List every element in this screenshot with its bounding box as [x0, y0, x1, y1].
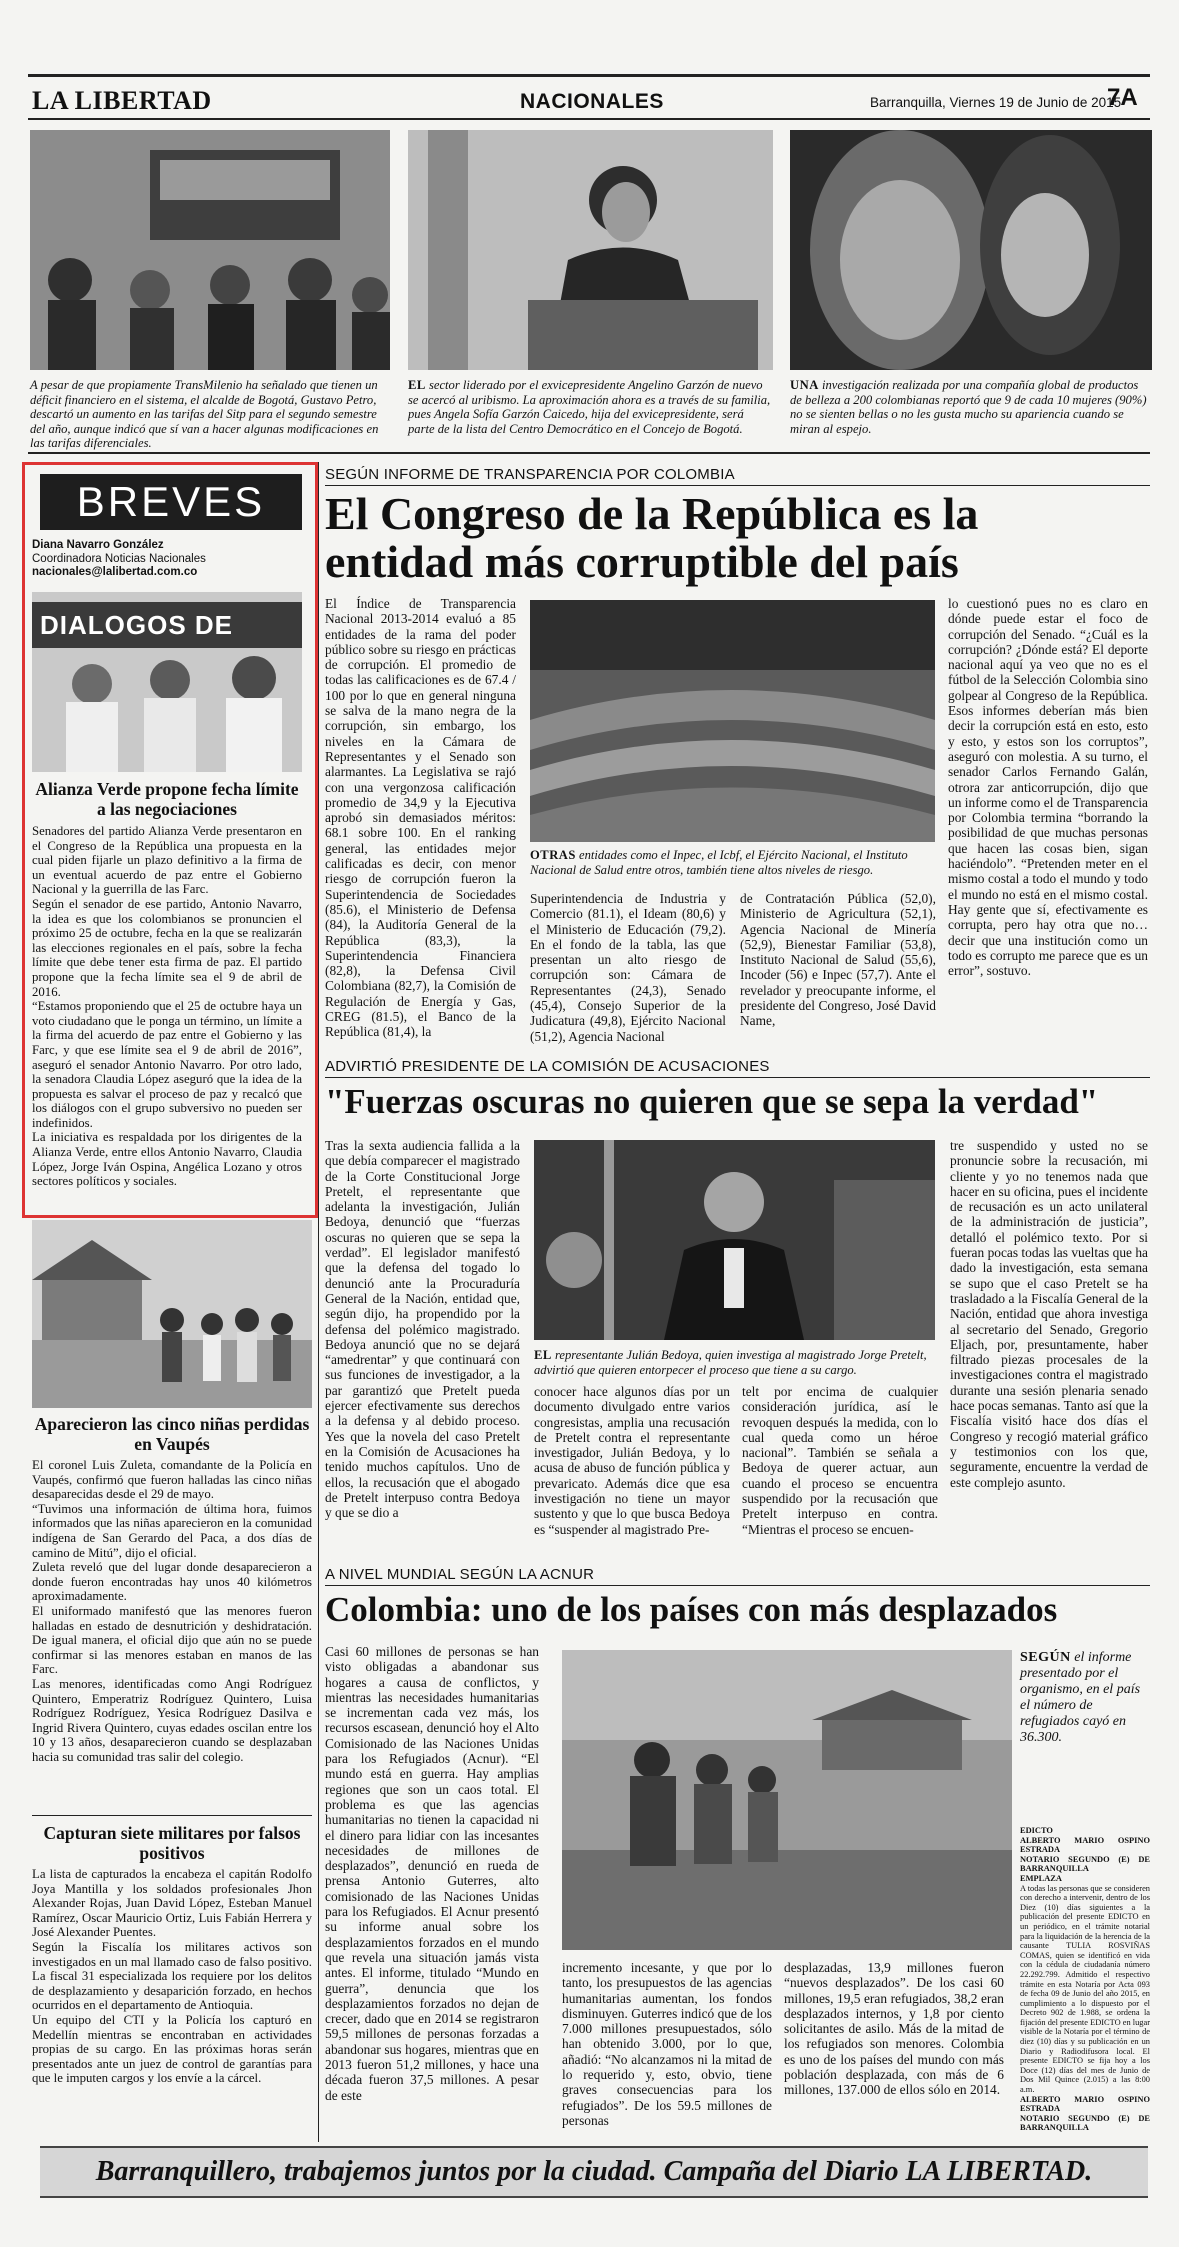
edicto-line: NOTARIO SEGUNDO (E) DE BARRANQUILLA — [1020, 1854, 1150, 1874]
breves-title-bar — [40, 474, 302, 530]
article1-col4: lo cuestionó pues no es claro en dónde puede estar el foco de corrupción del Senado. “¿Cuál es la corrupción? ¿Dónde está? El deporte nacional aquí ya veo que no es el fútbol de la Selección Colombia sino golpear al Congreso de la República. Esos informes deberían más bien decir la corrupción está en esto, esto y esto, y estos son los corruptos”, aseguró con molestia. A su turno, el senador Carlos Fernando Galán, otrora zar anticorrupción, dijo que un informe como el de Transparencia por Colombia termina “borrando la posibilidad de que muchas personas que hacen las cosas bien, sigan haciéndolo”. “Pretenden meter en el mismo costal a todo el mundo y todo el mundo no está en el mismo costal. Hay gente que sí, efectivamente es corrupta, pero hay otra que no…decir que una institución como un todo es corrupto me parece que es un error”, sostuvo. — [948, 596, 1148, 979]
page-number: 7A — [1107, 84, 1138, 111]
section-name: NACIONALES — [520, 90, 664, 113]
editor-role: Coordinadora Noticias Nacionales — [32, 552, 206, 565]
top-rule — [28, 74, 1150, 77]
headline-line: entidad más corruptible del país — [325, 536, 959, 587]
article3-kicker: A NIVEL MUNDIAL SEGÚN LA ACNUR — [325, 1566, 1150, 1586]
paragraph: La iniciativa es respaldada por los dirigentes de la Alianza Verde, entre ellos Antonio Navarro, Claudia López, Jorge Iván Ospina, Angélica Lozano y otros sectores políticos y sociales. — [32, 1130, 302, 1189]
caption-body: el informe presentado por el organismo, en el país el número de refugiados cayó en 36.300. — [1020, 1650, 1141, 1745]
article2-col3: telt por encima de cualquier consideración jurídica, así le revoquen después la medida, con lo cual queda como un héroe nacional”. También se señala a Bedoya de querer actuar, aun cuando el proceso se encuentra suspendido por la recusación que Pretelt interpuso en contra. “Mientras el proceso se encuen- — [742, 1384, 938, 1537]
paragraph: “Tuvimos una información de última hora, fuimos informados que las niñas aparecieron en la comunidad indígena de San Gerardo del Paca, a dos días de camino de Mitú”, dijo el oficial. — [32, 1501, 312, 1560]
article1-col2: Superintendencia de Industria y Comercio (81.1), el Ideam (80,6) y el Ministerio de Educación (79,2). En el fondo de la tabla, las que presentan un alto riesgo de corrupción son: Cámara de Representantes (24,3), Senado (45,4), Consejo Superior de la Judicatura (49,8), Ejército Nacional (51,2), Agencia Nacional — [530, 891, 726, 1044]
edicto-line: ALBERTO MARIO OSPINO ESTRADA — [1020, 1835, 1150, 1855]
caption-body: sector liderado por el exvicepresidente Angelino Garzón de nuevo se acercó al uribismo. La aproximación ahora es a través de su familia, pues Angela Sofía Garzón Caicedo, hija del exvicepresidente, será parte de la lista del Centro Democrático en el Concejo de Bogotá. — [408, 378, 771, 436]
paragraph: Según el senador de ese partido, Antonio Navarro, la idea es que los colombianos se pronuncien el próximo 25 de octubre, fecha en la que se realizarán las elecciones regionales en el país, sobre la fecha límite que debe tener esta firma de paz. El partido propone que la fecha límite sea el 9 de abril de 2016. — [32, 896, 302, 999]
caption-lead: UNA — [790, 378, 819, 392]
paper-name: LA LIBERTAD — [32, 86, 212, 115]
photos-rule — [28, 452, 1150, 454]
edicto-line: EMPLAZA — [1020, 1873, 1062, 1883]
paragraph: Senadores del partido Alianza Verde presentaron en el Congreso de la República una propuesta en la cual piden fijarle un plazo definitivo a la firma de un eventual acuerdo de paz entre el Gobierno Nacional y la guerrilla de las Farc. — [32, 824, 302, 897]
breves-divider — [32, 1815, 312, 1816]
bedoya-caption — [534, 1348, 939, 1377]
article2-col1: Tras la sexta audiencia fallida a la que debía comparecer el magistrado de la Corte Constitucional Jorge Pretelt, el representante que adelanta la investigación, Julián Bedoya, denunció que “fuerzas oscuras no quieren que se sepa la verdad”. El legislador manifestó que la defensa del togado lo denunció ante la Procuraduría General de la Nación, entidad que, según dijo, ha propendido por la defensa del polémico magistrado. Bedoya anunció que no se dejará “amedrentar” y que continuará con sus funciones de investigador, a la par garantizó que Pretelt pueda ejercer efectivamente sus derechos a la defensa y al debido proceso. Yes que la novela del caso Pretelt en la Comisión de Acusaciones ha tenido muchos capítulos. Uno de ellos, la recusación que el abogado de Pretelt interpuso contra Bedoya y que se dio a — [325, 1138, 520, 1521]
article3-col1: Casi 60 millones de personas se han visto obligadas a abandonar sus hogares a causa de conflictos, y mientras las necesidades humanitarias se incrementan cada vez más, los recursos escasean, denunció hoy el Alto Comisionado de las Naciones Unidas para los Refugiados (Acnur). “El mundo está en guerra. Hay amplias regiones que son un caos total. El problema es que las agencias humanitarias no tienen la capacidad ni el dinero para lidiar con las incesantes necesidades de millones de desplazados”, denunció en rueda de prensa Antonio Guterres, alto comisionado de las Naciones Unidas para los Refugiados. El Acnur presentó su informe anual sobre los desplazamientos forzados en el mundo que revela una situación jamás vista antes. El informe, titulado “Mundo en guerra”, denuncia que los desplazamientos forzados no dejan de crecer, dado que en 2014 se registraron 59,5 millones de personas forzadas a abandonar sus hogares, mientras que en 2013 fueron 51,2 millones, y hace una década fueron 37,5 millones. A pesar de este — [325, 1644, 539, 2103]
photo-espejo — [790, 130, 1152, 370]
article1-headline — [325, 490, 1150, 586]
breves-headline-2: Aparecieron las cinco niñas perdidas en Vaupés — [34, 1414, 310, 1454]
article1-col1: El Índice de Transparencia Nacional 2013-2014 evaluó a 85 entidades de la rama del poder público sobre su riesgo en prácticas de corrupción. El promedio de todas las calificaciones es de 67.4 / 100 por lo que en general ninguna se salva de la mano negra de la corrupción, sin embargo, los niveles en la Cámara de Representantes y el Senado son alarmantes. La Legislativa se rajó con una vergonzosa calificación promedio de 34,9 y la Ejecutiva aprobó sin demasiados méritos: 68.1 sobre 100. En el ranking general, las entidades mejor calificadas es decir, con menor riesgo de corrupción fueron la Superintendencia de Sociedades (85.6), el Ministerio de Defensa (84), la Auditoría General de la República (83,3), la Superintendencia Financiera (82,8), la Defensa Civil Colombiana (82,7), la Comisión de Regulación de Energía y Gas, CREG (81.5), el Banco de la República (81,4), la — [325, 596, 516, 1040]
article3-col2: incremento incesante, y que por lo tanto, los presupuestos de las agencias humanitarias aumentan, los fondos disminuyen. Guterres indicó que de los 7.000 millones presupuestados, sólo han obtenido 3.000, por lo que, añadió: “No alcanzamos ni la mitad de lo requerido y, esto, obvio, tiene graves consecuencias para los refugiados”. De los 59.5 millones de personas — [562, 1960, 772, 2128]
edicto-sign: ALBERTO MARIO OSPINO ESTRADA — [1020, 2094, 1150, 2114]
article3-headline: Colombia: uno de los países con más desplazados — [325, 1590, 1058, 1629]
photo-desplazados — [562, 1650, 1012, 1950]
caption-body: investigación realizada por una compañía global de productos de belleza a 200 colombianas reportó que 9 de cada 10 mujeres (90%) no se sienten bellas o no les gusta mucho su apariencia cuando se miran al espejo. — [790, 378, 1147, 436]
breves-editor — [32, 539, 302, 580]
photo-congreso — [530, 600, 935, 842]
paragraph: El uniformado manifestó que las menores fueron halladas en estado de desnutrición y deshidratación. De igual manera, el oficial dijo que aún no se puede confirmar si las menores estaban en manos de las Farc. — [32, 1603, 312, 1677]
breves-body-3 — [32, 1867, 312, 2086]
caption-espejo — [790, 378, 1152, 436]
headline-line: El Congreso de la República es la — [325, 488, 979, 539]
caption-lead: EL — [408, 378, 426, 392]
photo-bedoya — [534, 1140, 935, 1340]
photo-ninas-vaupes — [32, 1220, 312, 1408]
column-rule — [318, 462, 319, 2142]
photo-transmilenio — [30, 130, 390, 370]
caption-lead: OTRAS — [530, 848, 576, 862]
photo-garzon — [408, 130, 773, 370]
edicto-body: A todas las personas que se consideren con derecho a intervenir, dentro de los Diez (10) días siguientes a la publicación del presente EDICTO en un periódico, en el trámite notarial para la liquidación de la herencia de la causante TULIA ROSVIÑAS COMAS, quien se identificó en vida con la cédula de ciudadanía número 22.292.799. Admitido el respectivo trámite en esta Notaría por Acta 093 de fecha 09 de Junio del año 2015, en cumplimiento a lo dispuesto por el Decreto 902 de 1.988, se ordena la fijación del presente EDICTO en lugar visible de la Notaría por el término de diez (10) días y su publicación en un Diario y Radiodifusora local. El presente EDICTO se fija hoy a los Doce (12) días del mes de Junio de Dos Mil Quince (2.015) a las 8:00 a.m. — [1020, 1883, 1150, 2095]
editor-email: nacionales@lalibertad.com.co — [32, 566, 198, 578]
breves-title: BREVES — [76, 478, 266, 525]
caption-lead: SEGÚN — [1020, 1650, 1071, 1665]
caption-body: entidades como el Inpec, el Icbf, el Ejército Nacional, el Instituto Nacional de Salud entre otros, también tiene altos niveles de riesgo. — [530, 848, 908, 877]
paragraph: El coronel Luis Zuleta, comandante de la Policía en Vaupés, confirmó que fueron halladas las cinco niñas desaparecidas desde el 29 de mayo. — [32, 1458, 312, 1502]
edicto-notice — [1020, 1826, 1150, 2133]
paragraph: Zuleta reveló que del lugar donde desaparecieron a donde fueron encontradas hay unos 40 kilómetros aproximadamente. — [32, 1560, 312, 1604]
breves-headline-3: Capturan siete militares por falsos positivos — [43, 1823, 301, 1863]
footer-banner — [40, 2146, 1148, 2198]
article1-col3: de Contratación Pública (52,0), Ministerio de Agricultura (52,1), Agencia Nacional de Minería (52,9), Bienestar Familiar (53,8), Instituto Nacional de Salud (55,6), Incoder (56) e Inpec (57,7). Ante el revelador y preocupante informe, el presidente del Congreso, José David Name, — [740, 891, 936, 1029]
photo-banner-text: DIALOGOS DE — [40, 610, 234, 640]
footer-banner-text: Barranquillero, trabajemos juntos por la ciudad. Campaña del Diario LA LIBERTAD. — [95, 2156, 1093, 2187]
editor-name: Diana Navarro González — [32, 539, 164, 551]
edicto-heading: EDICTO — [1020, 1826, 1053, 1835]
paragraph: La lista de capturados la encabeza el capitán Rodolfo Joya Mantilla y los soldados profesionales Jhon Alexander Rojas, Juan David López, Esteban Manuel Ramírez, Oscar Mauricio Ortiz, Luis Fabián Herrera y José Alexander Puentes. — [32, 1867, 312, 1940]
breves-body-1 — [32, 824, 302, 1189]
paragraph: Las menores, identificadas como Angi Rodríguez Quintero, Emperatriz Rodríguez Quintero, Luisa Rodríguez Rodríguez, Yesica Rodríguez Dasilva e Ingrid Rivera Quintero, cuyas edades oscilan entre los 10 y 13 años, desaparecieron cuando se desplazaban hacia su comunidad tras salir del colegio. — [32, 1676, 312, 1764]
caption-lead: EL — [534, 1348, 552, 1362]
congreso-caption — [530, 848, 940, 877]
article2-headline: "Fuerzas oscuras no quieren que se sepa la verdad" — [325, 1082, 1099, 1121]
article3-col3: desplazadas, 13,9 millones fueron “nuevos desplazados”. De los casi 60 millones, 19,5 eran refugiados, 38,2 eran desplazados internos, y 1,8 por ciento solicitantes de asilo. Más de la mitad de los refugiados son menores. Colombia es uno de los países del mundo con más población desplazada, con más de 6 millones, 137.000 de ellos sólo en 2014. — [784, 1960, 1004, 2098]
breves-headline-1: Alianza Verde propone fecha límite a las negociaciones — [35, 779, 299, 819]
breves-body-2 — [32, 1458, 312, 1764]
article1-kicker: SEGÚN INFORME DE TRANSPARENCIA POR COLOMBIA — [325, 466, 1150, 486]
caption-transmilenio: A pesar de que propiamente TransMilenio ha señalado que tienen un déficit financiero en el sistema, el alcalde de Bogotá, Gustavo Petro, descartó un aumento en las tarifas del Sitp para el segundo semestre del año, aunque indicó que sí van a hacer algunas modificaciones en las tarifas diferenciales. — [30, 378, 379, 451]
article2-col2: conocer hace algunos días por un documento divulgado entre varios congresistas, amplia una recusación de Pretelt contra el representante investigador, Julián Bedoya, y lo acusa de abuso de función pública y prevaricato. Además dice que esa investigación no tiene un mayor sustento y que lo que busca Bedoya es “suspender al magistrado Pre- — [534, 1384, 730, 1537]
desplazados-caption — [1020, 1650, 1150, 1746]
caption-body: representante Julián Bedoya, quien investiga al magistrado Jorge Pretelt, advirtió que quieren entorpecer el proceso que tiene a su cargo. — [534, 1348, 927, 1377]
caption-garzon — [408, 378, 773, 436]
article2-col4: tre suspendido y usted no se pronuncie sobre la recusación, mi cliente y yo no tenemos nada que hacer en su oficina, pues el incidente de recusación es un acto unilateral de la administración de justicia”, detalló el polémico texto. Por si fueran pocas todas las vueltas que ha dado la investigación, esta semana se supo que el caso Pretelt se ha trasladado a la Fiscalía General de la Nación, entidad que ahora investiga al secretario del Senado, Gregorio Eljach, por, presuntamente, haber filtrado piezas procesales de la investigaciones contra el magistrado durante una sesión plenaria senado hace pocas semanas. Tanto así que la Fiscalía visitó hace dos días el Congreso y recogió material gráfico y testimonios con los que, seguramente, encuentre la verdad de este complejo asunto. — [950, 1138, 1148, 1490]
article2-kicker: ADVIRTIÓ PRESIDENTE DE LA COMISIÓN DE ACUSACIONES — [325, 1058, 1150, 1078]
dateline: Barranquilla, Viernes 19 de Junio de 2015 — [870, 95, 1122, 110]
paragraph: Un equipo del CTI y la Policía los capturó en Medellín mientras se encontraban en actividades propias de su cargo. En las próximas horas serán presentados ante un juez de control de garantías para que le imputen cargos y los envíe a la cárcel. — [32, 2012, 312, 2086]
edicto-sign: NOTARIO SEGUNDO (E) DE BARRANQUILLA — [1020, 2113, 1150, 2133]
masthead-rule — [28, 118, 1150, 120]
paragraph: Según la Fiscalía los militares activos son investigados en un mal llamado caso de falso positivo. La fiscal 31 especializada los requiere por los delitos de desplazamiento y desaparición forzado, en hechos ocurridos en el departamento de Antioquia. — [32, 1939, 312, 2013]
paragraph: “Estamos proponiendo que el 25 de octubre haya un voto ciudadano que le ponga un término, un límite a la firma del acuerdo de paz entre el Gobierno y las Farc, y que ese límite sea el 9 de abril de 2016”, aseguró el senador Antonio Navarro. Por otro lado, la senadora Claudia López aseguró que la idea de la propuesta es salvar el proceso de paz y recalcó que los diálogos con el grupo subversivo no pueden ser indefinidos. — [32, 999, 302, 1130]
